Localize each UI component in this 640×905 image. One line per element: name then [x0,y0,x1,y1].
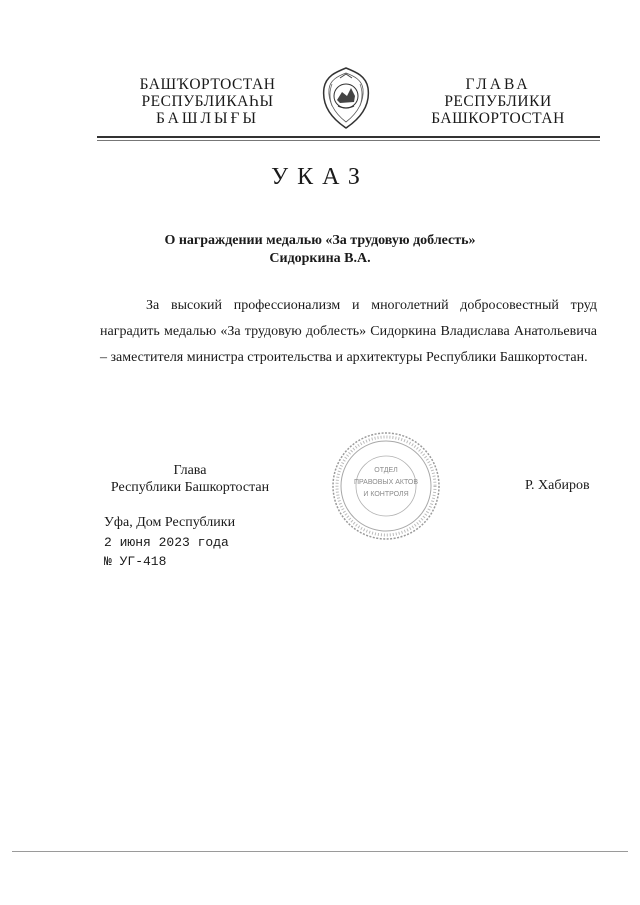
header-divider-thick [97,136,600,138]
signer-name: Р. Хабиров [525,478,590,493]
header-left-line-3: БАШЛЫҒЫ [155,110,260,127]
header-left-block [120,76,295,127]
header-left-line-2: РЕСПУБЛИКАҺЫ [141,93,274,110]
stamp-text-line-2: ПРАВОВЫХ АКТОВ [353,479,419,486]
issuance-date: 2 июня 2023 года [104,535,229,550]
header-right-line-3: БАШКОРТОСТАН [431,110,565,127]
signatory-position [100,462,280,496]
issuance-number: № УГ-418 [104,554,167,569]
stamp-text-line-1: ОТДЕЛ [374,467,398,474]
round-stamp-icon [330,430,442,542]
header-right-block [418,76,578,127]
issuance-details [104,533,229,571]
header-divider-thin [97,140,600,141]
header-right-line-2: РЕСПУБЛИКИ [444,93,552,110]
subject-line-2: Сидоркина В.А. [269,251,371,266]
position-line-1: Глава [173,463,207,478]
header-right-line-1: ГЛАВА [465,76,531,93]
subject-line-1: О награждении медалью «За трудовую доблесть» [164,233,476,248]
page-bottom-line [12,851,628,852]
document-subject [0,232,640,268]
stamp-text-line-3: И КОНТРОЛЯ [363,491,409,498]
header-left-line-1: БАШҠОРТОСТАН [139,76,276,93]
issuance-place: Уфа, Дом Республики [104,515,236,530]
document-body: За высокий профессионализм и многолетний добросовестный труд наградить медалью «За трудовую доблесть» Сидоркина Владислава Анатольевича – заместителя министра строительства и архитектуры Республики Башкортостан. [100,298,597,365]
position-line-2: Республики Башкортостан [110,480,270,495]
coat-of-arms-icon [318,66,374,130]
document-title: УКАЗ [271,164,369,190]
